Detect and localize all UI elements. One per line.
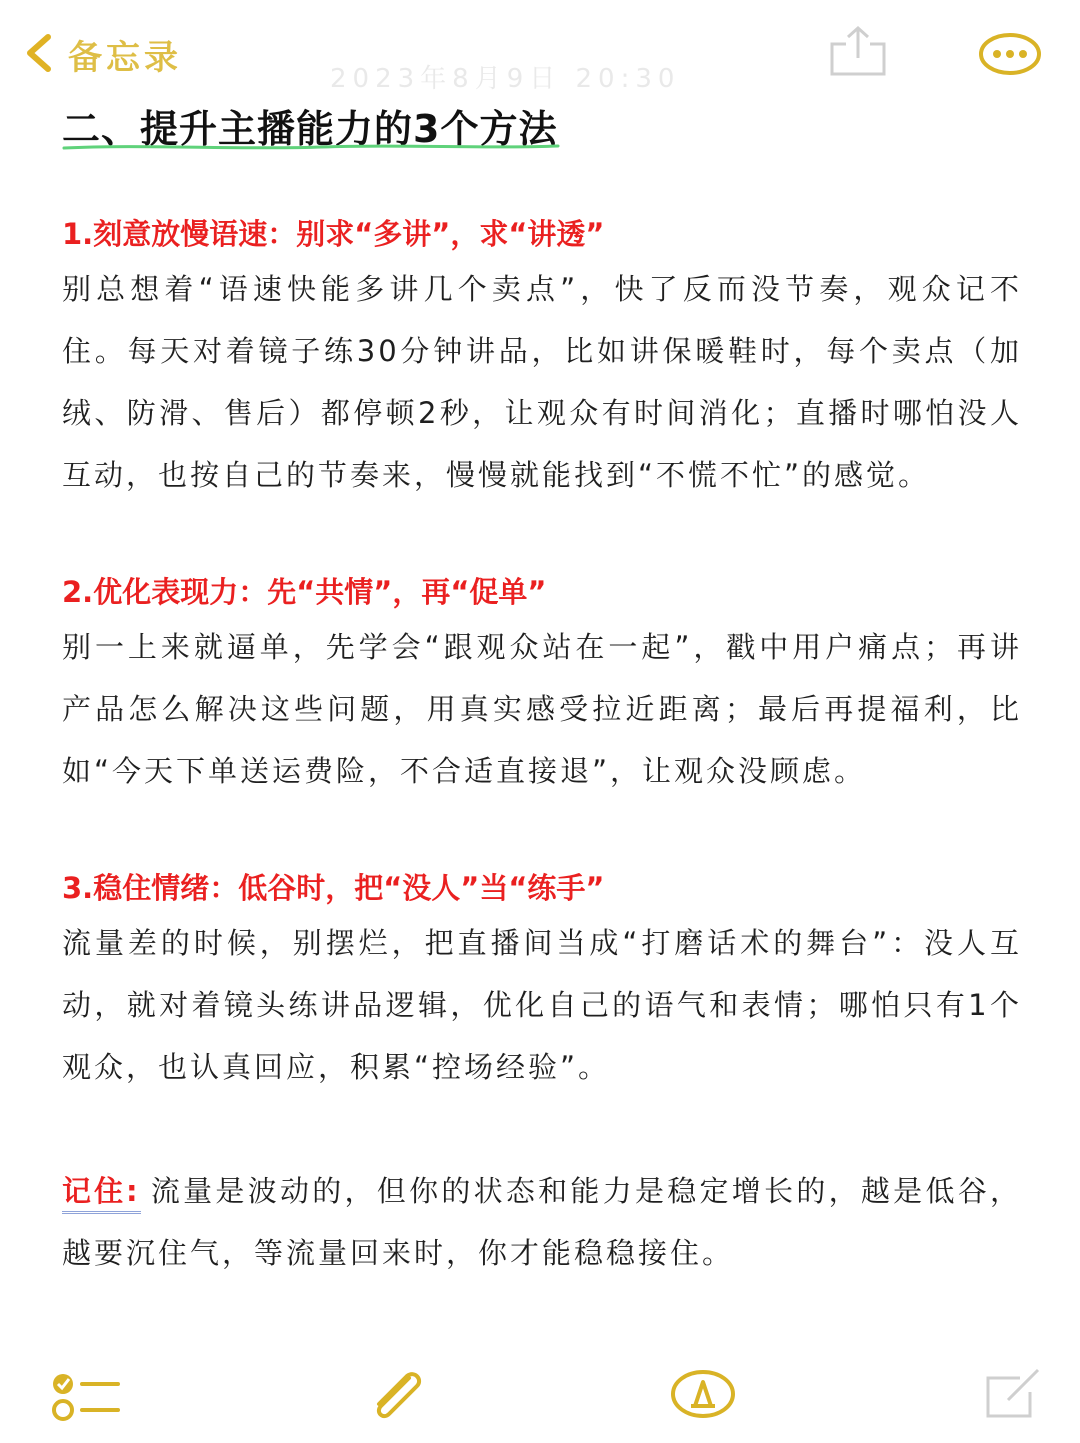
back-label: 备忘录 <box>68 38 182 78</box>
remember-section <box>62 1160 1022 1284</box>
markup-icon <box>668 1364 738 1428</box>
note-body <box>62 210 1022 1284</box>
compose-button[interactable] <box>980 1364 1044 1432</box>
back-button[interactable] <box>22 30 182 79</box>
note-title-wrap <box>62 98 557 153</box>
section-heading: 2.优化表现力：先“共情”，再“促单” <box>62 575 547 609</box>
section-heading: 3.稳住情绪：低谷时，把“没人”当“练手” <box>62 871 605 905</box>
chevron-left-icon <box>22 31 54 79</box>
compose-icon <box>980 1364 1044 1428</box>
markup-button[interactable] <box>668 1364 738 1432</box>
section-text: 别一上来就逼单，先学会“跟观众站在一起”，戳中用户痛点；再讲产品怎么解决这些问题，用真实感受拉近距离；最后再提福利，比如“今天下单送运费险，不合适直接退”，让观众没顾虑。 <box>62 630 1022 788</box>
more-button[interactable] <box>978 30 1042 78</box>
bottom-toolbar <box>0 1350 1080 1443</box>
section-text: 别总想着“语速快能多讲几个卖点”，快了反而没节奏，观众记不住。每天对着镜子练30分钟讲品，比如讲保暖鞋时，每个卖点（加绒、防滑、售后）都停顿2秒，让观众有时间消化；直播时哪怕没人互动，也按自己的节奏来，慢慢就能找到“不慌不忙”的感觉。 <box>62 272 1022 492</box>
more-icon <box>978 30 1042 78</box>
share-icon <box>826 24 890 80</box>
section-2 <box>62 568 1022 802</box>
navigation-bar <box>0 0 1080 100</box>
checklist-icon <box>50 1364 122 1428</box>
remember-paragraph <box>62 1160 1022 1284</box>
section-3 <box>62 864 1022 1098</box>
section-text: 流量差的时候，别摆烂，把直播间当成“打磨话术的舞台”：没人互动，就对着镜头练讲品逻辑，优化自己的语气和表情；哪怕只有1个观众，也认真回应，积累“控场经验”。 <box>62 926 1022 1084</box>
section-1 <box>62 210 1022 506</box>
paperclip-icon <box>365 1364 429 1428</box>
checklist-button[interactable] <box>50 1364 122 1432</box>
remember-label: 记住: <box>62 1171 141 1214</box>
share-button[interactable] <box>826 24 890 80</box>
note-date: 2023年8月9日 20:30 <box>330 64 681 94</box>
note-title: 二、提升主播能力的3个方法 <box>62 107 558 151</box>
attachment-button[interactable] <box>365 1364 429 1432</box>
remember-text: 流量是波动的，但你的状态和能力是稳定增长的，越是低谷，越要沉住气，等流量回来时，你才能稳稳接住。 <box>62 1174 1022 1270</box>
title-underline <box>62 140 562 154</box>
section-heading: 1.刻意放慢语速：别求“多讲”，求“讲透” <box>62 217 605 251</box>
